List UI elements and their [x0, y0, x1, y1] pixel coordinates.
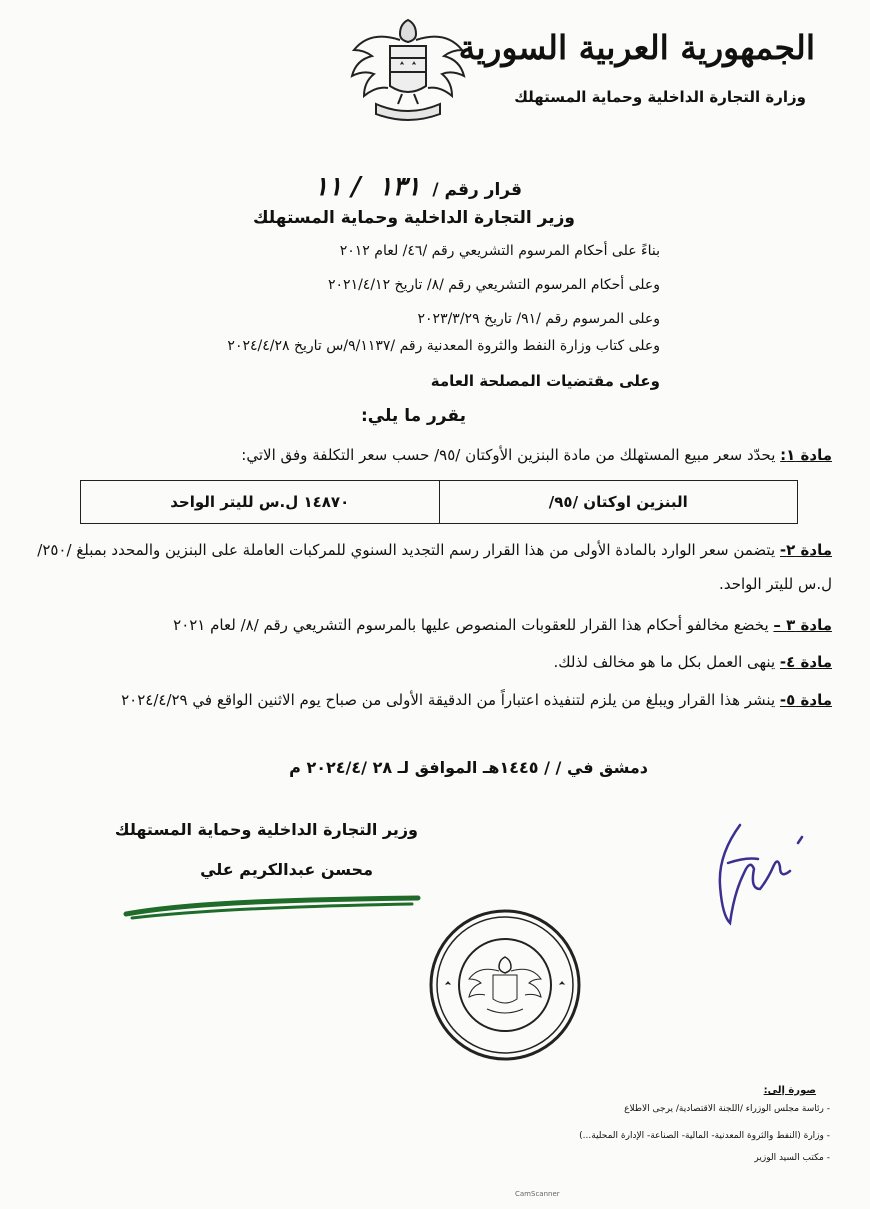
decision-label: قرار رقم /: [432, 180, 522, 200]
signatory-name: محسن عبدالكريم علي: [200, 860, 373, 879]
decides-heading: يقرر ما يلي:: [360, 406, 466, 426]
product-cell: البنزين اوكتان /٩٥/: [439, 481, 798, 524]
copies-heading: صورة إلى:: [763, 1085, 816, 1096]
article-2: [32, 533, 832, 601]
article-5: [32, 683, 832, 717]
basis-line: وعلى كتاب وزارة النفط والثروة المعدنية رقم /٩/١١٣٧/س تاريخ ٢٠٢٤/٤/٢٨: [227, 338, 660, 354]
article-text: ينشر هذا القرار ويبلغ من يلزم لتنفيذه اعتباراً من الدقيقة الأولى من صباح يوم الاثنين الواقع في ٢٠٢٤/٤/٢٩: [121, 691, 780, 709]
scanner-watermark: CamScanner: [515, 1190, 560, 1198]
basis-line: وعلى مقتضيات المصلحة العامة: [430, 372, 660, 390]
table-row: [81, 481, 798, 524]
article-label: مادة ٤-: [779, 653, 832, 671]
basis-line: وعلى أحكام المرسوم التشريعي رقم /٨/ تاريخ ٢٠٢١/٤/١٢: [328, 277, 660, 293]
price-cell: ١٤٨٧٠ ل.س لليتر الواحد: [81, 481, 440, 524]
price-table: [80, 480, 798, 524]
issuer-title: وزير التجارة الداخلية وحماية المستهلك: [252, 208, 575, 228]
article-4: [32, 645, 832, 679]
ministry-heading: وزارة التجارة الداخلية وحماية المستهلك: [514, 88, 806, 106]
signatory-title: وزير التجارة الداخلية وحماية المستهلك: [114, 820, 418, 839]
decision-number: [308, 172, 522, 202]
handwritten-signature: [700, 815, 810, 930]
country-heading: الجمهورية العربية السورية: [458, 28, 815, 67]
article-label: مادة ٥-: [779, 691, 832, 709]
article-text: يخضع مخالفو أحكام هذا القرار للعقوبات المنصوص عليها بالمرسوم التشريعي رقم /٨/ لعام ٢٠٢١: [173, 616, 774, 634]
article-text: ينهى العمل بكل ما هو مخالف لذلك.: [553, 653, 780, 671]
decision-number-suffix: / ١١: [314, 172, 361, 202]
green-ink-stroke: [122, 892, 422, 926]
list-item: - رئاسة مجلس الوزراء /اللجنة الاقتصادية/ يرجى الاطلاع: [624, 1104, 830, 1114]
emblem-icon: [348, 12, 468, 130]
article-3: [32, 608, 832, 642]
basis-line: وعلى المرسوم رقم /٩١/ تاريخ ٢٠٢٣/٣/٢٩: [417, 311, 660, 327]
article-label: مادة ٢-: [779, 541, 832, 559]
article-label: مادة ٣ –: [773, 616, 832, 634]
list-item: - مكتب السيد الوزير: [754, 1153, 830, 1163]
article-text: يتضمن سعر الوارد بالمادة الأولى من هذا القرار رسم التجديد السنوي للمركبات العاملة على البنزين والمحدد بمبلغ /٢٥٠/ ل.س لليتر الواحد.: [37, 541, 832, 593]
official-seal-icon: [425, 905, 585, 1065]
basis-line: بناءً على أحكام المرسوم التشريعي رقم /٤٦/ لعام ٢٠١٢: [339, 243, 660, 259]
article-text: يحدّد سعر مبيع المستهلك من مادة البنزين الأوكتان /٩٥/ حسب سعر التكلفة وفق الاتي:: [241, 446, 781, 464]
date-line: دمشق في / / ١٤٤٥هـ الموافق لـ ٢٨ /٢٠٢٤/٤ م: [289, 758, 648, 777]
article-label: مادة ١:: [780, 446, 832, 464]
article-1: [32, 438, 832, 472]
list-item: - وزارة (النفط والثروة المعدنية- المالية- الصناعة- الإدارة المحلية...): [579, 1131, 830, 1141]
decision-number-value: ١٣١: [378, 172, 421, 202]
